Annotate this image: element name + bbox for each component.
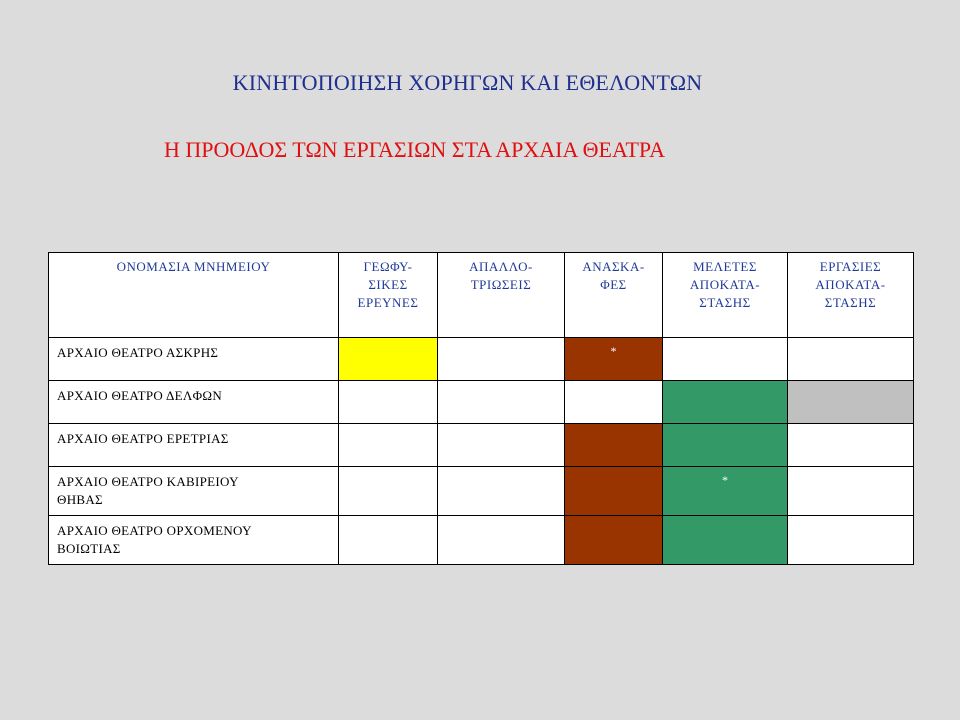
header-expropriations bbox=[438, 253, 565, 338]
table-header-row bbox=[49, 253, 914, 338]
table-row bbox=[49, 381, 914, 424]
header-line: ΑΝΑΣΚΑ- bbox=[582, 259, 645, 274]
monument-name-cell bbox=[49, 516, 339, 565]
table-row bbox=[49, 516, 914, 565]
monument-name-line2: ΒΟΙΩΤΙΑΣ bbox=[57, 541, 121, 556]
status-cell bbox=[438, 338, 565, 381]
header-line: ΓΕΩΦΥ- bbox=[363, 259, 413, 274]
status-cell bbox=[438, 516, 565, 565]
monument-name: ΑΡΧΑΙΟ ΘΕΑΤΡΟ ΚΑΒΙΡΕΙΟΥ bbox=[57, 474, 239, 489]
monument-name-cell bbox=[49, 338, 339, 381]
header-line: ΣΤΑΣΗΣ bbox=[824, 295, 877, 310]
status-cell bbox=[663, 338, 788, 381]
status-cell bbox=[788, 424, 914, 467]
header-geophysical-research bbox=[339, 253, 438, 338]
status-cell bbox=[788, 516, 914, 565]
status-cell bbox=[788, 467, 914, 516]
monument-name-line2: ΘΗΒΑΣ bbox=[57, 492, 103, 507]
status-cell bbox=[663, 381, 788, 424]
header-line: ΑΠΟΚΑΤΑ- bbox=[815, 277, 886, 292]
status-cell: * bbox=[663, 467, 788, 516]
progress-table bbox=[48, 252, 914, 565]
status-cell bbox=[788, 381, 914, 424]
header-line: ΟΝΟΜΑΣΙΑ ΜΝΗΜΕΙΟΥ bbox=[116, 259, 271, 274]
header-line: ΦΕΣ bbox=[600, 277, 627, 292]
header-line: ΑΠΟΚΑΤΑ- bbox=[689, 277, 761, 292]
header-restoration-studies bbox=[663, 253, 788, 338]
header-line: ΑΠΑΛΛΟ- bbox=[469, 259, 533, 274]
status-cell bbox=[438, 424, 565, 467]
table-row bbox=[49, 424, 914, 467]
header-excavations bbox=[565, 253, 663, 338]
page-title: ΚΙΝΗΤΟΠΟΙΗΣΗ ΧΟΡΗΓΩΝ ΚΑΙ ΕΘΕΛΟΝΤΩΝ bbox=[232, 70, 703, 95]
table-row bbox=[49, 338, 914, 381]
status-cell bbox=[339, 424, 438, 467]
status-cell bbox=[565, 381, 663, 424]
status-cell bbox=[339, 516, 438, 565]
header-restoration-works bbox=[788, 253, 914, 338]
header-line: ΣΙΚΕΣ bbox=[368, 277, 408, 292]
status-cell bbox=[339, 381, 438, 424]
status-cell bbox=[565, 424, 663, 467]
monument-name: ΑΡΧΑΙΟ ΘΕΑΤΡΟ ΕΡΕΤΡΙΑΣ bbox=[57, 431, 229, 446]
status-cell bbox=[663, 424, 788, 467]
status-cell bbox=[339, 467, 438, 516]
header-line: ΣΤΑΣΗΣ bbox=[699, 295, 751, 310]
header-line: ΤΡΙΩΣΕΙΣ bbox=[470, 277, 532, 292]
status-cell bbox=[438, 467, 565, 516]
status-cell bbox=[438, 381, 565, 424]
header-line: ΕΡΓΑΣΙΕΣ bbox=[819, 259, 882, 274]
header-line: ΜΕΛΕΤΕΣ bbox=[693, 259, 757, 274]
monument-name: ΑΡΧΑΙΟ ΘΕΑΤΡΟ ΔΕΛΦΩΝ bbox=[57, 388, 223, 403]
status-cell bbox=[663, 516, 788, 565]
header-monument-name bbox=[49, 253, 339, 338]
status-cell bbox=[339, 338, 438, 381]
status-cell: * bbox=[565, 338, 663, 381]
monument-name-cell bbox=[49, 381, 339, 424]
table-row bbox=[49, 467, 914, 516]
status-cell bbox=[565, 516, 663, 565]
monument-name-cell bbox=[49, 467, 339, 516]
monument-name: ΑΡΧΑΙΟ ΘΕΑΤΡΟ ΑΣΚΡΗΣ bbox=[57, 345, 219, 360]
monument-name: ΑΡΧΑΙΟ ΘΕΑΤΡΟ ΟΡΧΟΜΕΝΟΥ bbox=[57, 523, 252, 538]
status-cell bbox=[565, 467, 663, 516]
monument-name-cell bbox=[49, 424, 339, 467]
page-subtitle: Η ΠΡΟΟΔΟΣ ΤΩΝ ΕΡΓΑΣΙΩΝ ΣΤΑ ΑΡΧΑΙΑ ΘΕΑΤΡΑ bbox=[164, 137, 666, 162]
header-line: ΕΡΕΥΝΕΣ bbox=[357, 295, 419, 310]
status-cell bbox=[788, 338, 914, 381]
